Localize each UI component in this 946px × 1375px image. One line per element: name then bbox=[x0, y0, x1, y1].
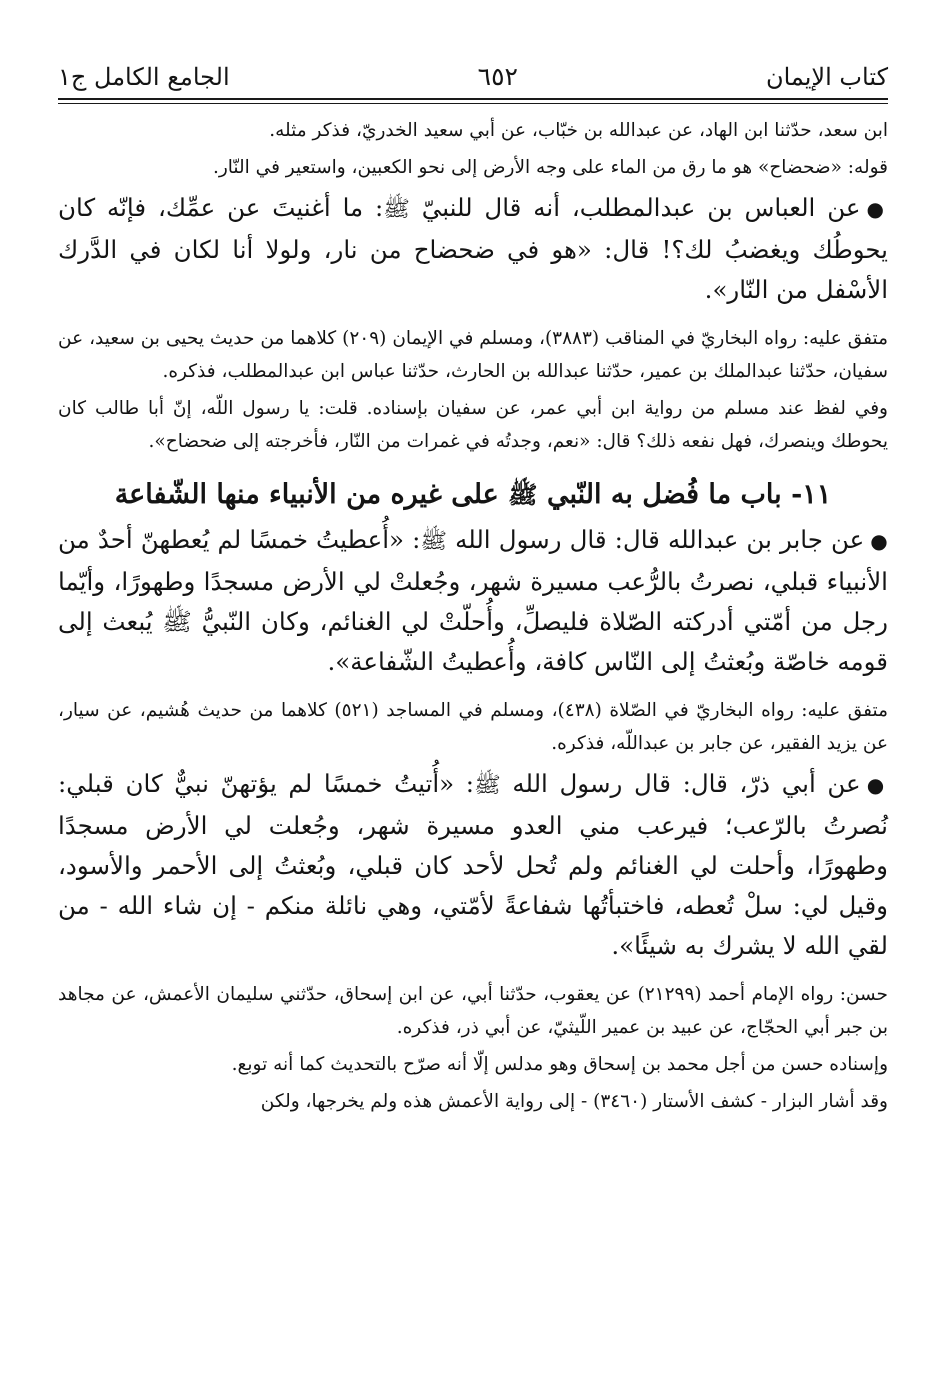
bullet-icon: ● bbox=[870, 529, 889, 553]
note-paragraph: وفي لفظ عند مسلم من رواية ابن أبي عمر، عن سفيان بإسناده. قلت: يا رسول اللّه، إنّ أبا طالب كان يحوطك وينصرك، فهل نفعه ذلك؟ قال: «نعم، وجدتُه في غمرات من النّار، فأخرجته إلى ضحضاح». bbox=[58, 398, 888, 452]
note-paragraph: حسن: رواه الإمام أحمد (٢١٢٩٩) عن يعقوب، حدّثنا أبي، عن ابن إسحاق، حدّثني سليمان الأعمش، عن مجاهد بن جبر أبي الحجّاج، عن عبيد بن عمير اللّيثيّ، عن أبي ذر، فذكره. bbox=[58, 984, 888, 1038]
section-title: كتاب الإيمان bbox=[765, 63, 888, 91]
bullet-icon: ● bbox=[866, 197, 889, 221]
chapter-title-start: ١١- باب ما فُضل به النّبي bbox=[546, 479, 832, 510]
hadith-paragraph bbox=[58, 520, 888, 682]
hadith-text: : ما أغنيتَ عن عمِّك، فإنّه كان يحوطُك ويغضبُ لك؟! قال: «هو في ضحضاح من نار، ولولا أنا لكان في الدَّرك الأسْفل من النّار». bbox=[58, 193, 888, 304]
note-paragraph: ابن سعد، حدّثنا ابن الهاد، عن عبدالله بن خبّاب، عن أبي سعيد الخدريّ، فذكر مثله. bbox=[269, 120, 888, 141]
salawat-glyph: ﷺ bbox=[474, 773, 501, 798]
hadith-text: : «أُعطيتُ خمسًا لم يُعطهنّ أحدٌ من الأنبياء قبلي، نصرتُ بالرُّعب مسيرة شهر، وجُعلتْ لي الأرض مسجدًا وطهورًا، وأيّما رجل من أمّتي أدركته الصّلاة فليصلِّ، وأُحلّتْ لي الغنائم، وكان النّبيُّ ﷺ يُبعث إلى قومه خاصّة وبُعثتُ إلى النّاس كافة، وأُعطيتُ الشّفاعة». bbox=[58, 525, 888, 676]
hadith-intro: عن أبي ذرّ، قال: قال رسول الله bbox=[512, 769, 861, 798]
header-rule-thin bbox=[58, 103, 888, 104]
hadith-paragraph bbox=[58, 764, 888, 966]
page-number: ٦٥٢ bbox=[477, 62, 518, 91]
bullet-icon: ● bbox=[866, 773, 888, 797]
salawat-glyph: ﷺ bbox=[508, 480, 538, 509]
book-title: الجامع الكامل ج١ bbox=[58, 63, 230, 91]
running-header bbox=[58, 62, 888, 98]
chapter-heading bbox=[58, 472, 888, 518]
header-rule-thick bbox=[58, 98, 888, 100]
note-paragraph: متفق عليه: رواه البخاريّ في الصّلاة (٤٣٨)، ومسلم في المساجد (٥٢١) كلاهما من حديث هُشيم، عن سيار، عن يزيد الفقير، عن جابر بن عبداللّه، فذكره. bbox=[58, 700, 889, 754]
note-paragraph: وإسناده حسن من أجل محمد بن إسحاق وهو مدلس إلّا أنه صرّح بالتحديث كما أنه توبع. bbox=[231, 1054, 888, 1075]
note-paragraph: متفق عليه: رواه البخاريّ في المناقب (٣٨٨٣)، ومسلم في الإيمان (٢٠٩) كلاهما من حديث يحيى بن سعيد، عن سفيان، حدّثنا عبدالملك بن عمير، حدّثنا عبدالله بن الحارث، حدّثنا عباس ابن عبدالمطلب، فذكره. bbox=[58, 328, 889, 382]
hadith-text: : «أُتيتُ خمسًا لم يؤتهنّ نبيٌّ كان قبلي: نُصرتُ بالرّعب؛ فيرعب مني العدو مسيرة شهر، وجُعلت لي الأرض مسجدًا وطهورًا، وأحلت لي الغنائم ولم تُحل لأحد كان قبلي، وبُعثتُ إلى الأحمر والأسود، وقيل لي: سلْ تُعطه، فاختبأتُها شفاعةً لأمّتي، وهي نائلة منكم - إن شاء الله - من لقي الله لا يشرك به شيئًا». bbox=[58, 769, 888, 960]
hadith-intro: عن العباس بن عبدالمطلب، أنه قال للنبيّ bbox=[421, 193, 861, 222]
note-paragraph: وقد أشار البزار - كشف الأستار (٣٤٦٠) - إلى رواية الأعمش هذه ولم يخرجها، ولكن bbox=[260, 1091, 888, 1112]
salawat-glyph: ﷺ bbox=[420, 529, 447, 554]
salawat-glyph: ﷺ bbox=[383, 197, 410, 222]
hadith-intro: عن جابر بن عبدالله قال: قال رسول الله bbox=[455, 525, 865, 554]
chapter-title-end: على غيره من الأنبياء منها الشّفاعة bbox=[114, 479, 499, 510]
hadith-paragraph bbox=[58, 188, 888, 310]
note-paragraph: قوله: «ضحضاح» هو ما رق من الماء على وجه الأرض إلى نحو الكعبين، واستعير في النّار. bbox=[212, 157, 888, 178]
